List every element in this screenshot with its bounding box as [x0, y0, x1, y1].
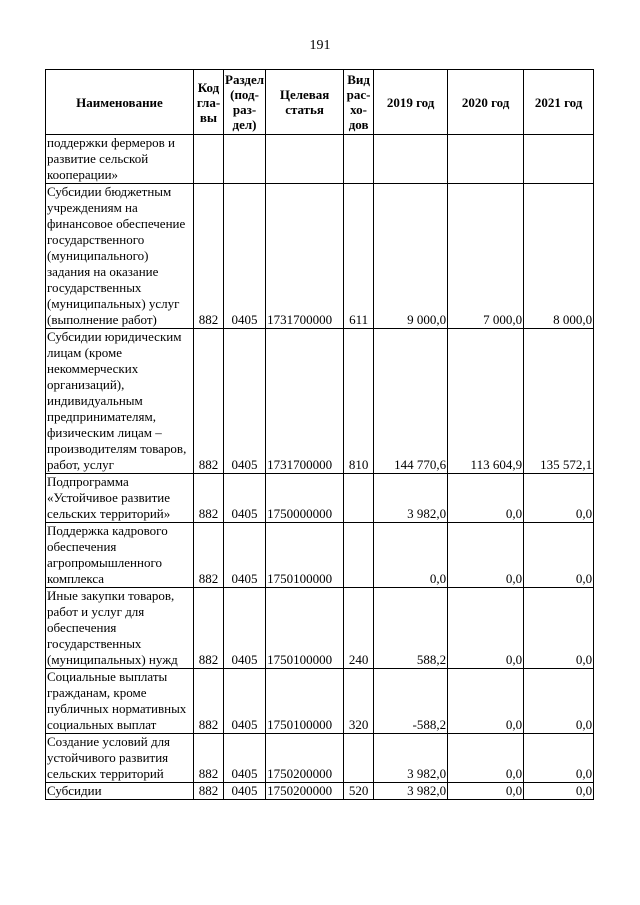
budget-table	[45, 69, 594, 800]
header-code: Код гла- вы	[194, 70, 224, 135]
row-code: 882	[194, 523, 224, 588]
table-row	[46, 669, 594, 734]
row-2019: 3 982,0	[374, 783, 448, 800]
row-target: 1750100000	[266, 588, 344, 669]
row-expense	[344, 523, 374, 588]
row-2021: 0,0	[524, 734, 594, 783]
row-code: 882	[194, 474, 224, 523]
table-row	[46, 474, 594, 523]
row-code: 882	[194, 669, 224, 734]
row-name: Подпрограмма «Устойчивое развитие сельских территорий»	[46, 474, 194, 523]
row-2020: 0,0	[448, 588, 524, 669]
row-2020: 0,0	[448, 783, 524, 800]
row-expense: 810	[344, 329, 374, 474]
row-target: 1750200000	[266, 734, 344, 783]
table-row	[46, 135, 594, 184]
row-name: Иные закупки товаров, работ и услуг для обеспечения государственных (муниципальных) нужд	[46, 588, 194, 669]
row-name: Субсидии	[46, 783, 194, 800]
header-section: Раздел (под- раз- дел)	[224, 70, 266, 135]
row-name: Поддержка кадрового обеспечения агропромышленного комплекса	[46, 523, 194, 588]
row-2021: 135 572,1	[524, 329, 594, 474]
row-2019: 3 982,0	[374, 734, 448, 783]
row-name: поддержки фермеров и развитие сельской кооперации»	[46, 135, 194, 184]
row-2020: 0,0	[448, 474, 524, 523]
row-expense: 320	[344, 669, 374, 734]
row-expense	[344, 135, 374, 184]
row-2019	[374, 135, 448, 184]
row-code	[194, 135, 224, 184]
table-row	[46, 783, 594, 800]
row-2019: 588,2	[374, 588, 448, 669]
table-row	[46, 184, 594, 329]
row-2020: 113 604,9	[448, 329, 524, 474]
row-2019: -588,2	[374, 669, 448, 734]
row-2021: 0,0	[524, 474, 594, 523]
row-2021: 8 000,0	[524, 184, 594, 329]
row-2021: 0,0	[524, 523, 594, 588]
header-name: Наименование	[46, 70, 194, 135]
row-2020	[448, 135, 524, 184]
row-expense: 240	[344, 588, 374, 669]
row-code: 882	[194, 329, 224, 474]
row-section	[224, 135, 266, 184]
row-target: 1750100000	[266, 523, 344, 588]
row-2020: 0,0	[448, 669, 524, 734]
row-section: 0405	[224, 523, 266, 588]
row-section: 0405	[224, 474, 266, 523]
row-expense	[344, 474, 374, 523]
row-code: 882	[194, 588, 224, 669]
header-expense: Вид рас- хо- дов	[344, 70, 374, 135]
row-section: 0405	[224, 669, 266, 734]
row-section: 0405	[224, 329, 266, 474]
row-target: 1750000000	[266, 474, 344, 523]
table-row	[46, 734, 594, 783]
row-2021	[524, 135, 594, 184]
row-target: 1731700000	[266, 329, 344, 474]
row-2019: 3 982,0	[374, 474, 448, 523]
row-section: 0405	[224, 783, 266, 800]
row-name: Субсидии бюджетным учреждениям на финансовое обеспечение государственного (муниципального) задания на оказание государственных (муниципальных) услуг (выполнение работ)	[46, 184, 194, 329]
row-section: 0405	[224, 588, 266, 669]
row-2020: 7 000,0	[448, 184, 524, 329]
header-2020: 2020 год	[448, 70, 524, 135]
table-row	[46, 588, 594, 669]
row-2020: 0,0	[448, 523, 524, 588]
row-2019: 0,0	[374, 523, 448, 588]
row-target: 1731700000	[266, 184, 344, 329]
row-2021: 0,0	[524, 588, 594, 669]
row-expense	[344, 734, 374, 783]
row-target: 1750100000	[266, 669, 344, 734]
row-section: 0405	[224, 184, 266, 329]
table-row	[46, 523, 594, 588]
row-code: 882	[194, 783, 224, 800]
row-name: Создание условий для устойчивого развития сельских территорий	[46, 734, 194, 783]
row-expense: 611	[344, 184, 374, 329]
row-2021: 0,0	[524, 783, 594, 800]
row-code: 882	[194, 734, 224, 783]
row-2019: 9 000,0	[374, 184, 448, 329]
header-2021: 2021 год	[524, 70, 594, 135]
row-expense: 520	[344, 783, 374, 800]
header-target: Целевая статья	[266, 70, 344, 135]
row-2019: 144 770,6	[374, 329, 448, 474]
row-target	[266, 135, 344, 184]
row-code: 882	[194, 184, 224, 329]
row-2020: 0,0	[448, 734, 524, 783]
table-row	[46, 329, 594, 474]
row-name: Социальные выплаты гражданам, кроме публичных нормативных социальных выплат	[46, 669, 194, 734]
row-name: Субсидии юридическим лицам (кроме некоммерческих организаций), индивидуальным предпринимателям, физическим лицам – производителям товаров, работ, услуг	[46, 329, 194, 474]
page-number: 191	[309, 38, 331, 53]
table-header-row	[46, 70, 594, 135]
header-2019: 2019 год	[374, 70, 448, 135]
row-section: 0405	[224, 734, 266, 783]
row-2021: 0,0	[524, 669, 594, 734]
row-target: 1750200000	[266, 783, 344, 800]
